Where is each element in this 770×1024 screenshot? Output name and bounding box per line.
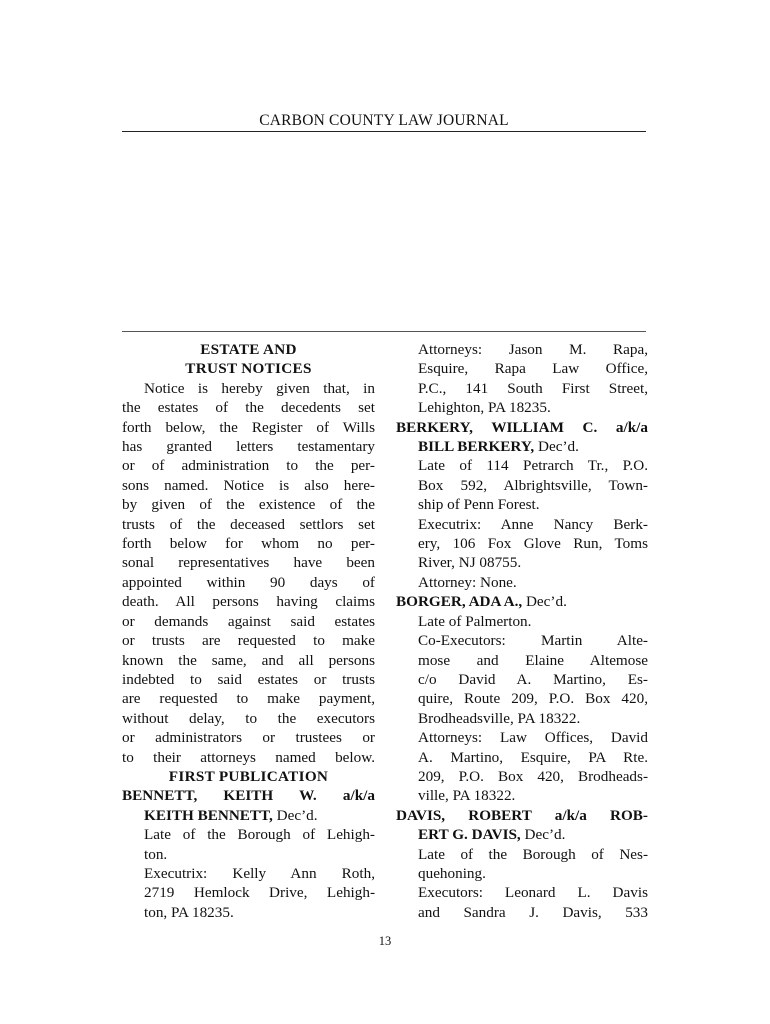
entry-line: Executrix: Kelly Ann Roth, [144, 864, 375, 882]
decd-label: Dec’d. [520, 826, 566, 844]
entry-line: Attorneys: Law Offices, David [418, 729, 648, 747]
estate-entry-davis [396, 806, 648, 922]
estate-entry-berkery [396, 418, 648, 593]
section-heading-line1: ESTATE AND [200, 341, 297, 358]
notice-line: or demands against said estates [122, 612, 375, 630]
publication-heading: FIRST PUBLICATION [168, 767, 329, 785]
notice-line: has granted letters testamentary [122, 438, 375, 456]
entry-line: ton, PA 18235. [144, 903, 234, 921]
entry-line: Attorneys: Jason M. Rapa, [418, 341, 648, 358]
entry-line: Brodheadsville, PA 18322. [418, 709, 581, 727]
entry-line: ton. [144, 845, 168, 863]
entry-line: and Sandra J. Davis, 533 [418, 903, 648, 921]
entry-line: Box 592, Albrightsville, Town- [418, 476, 648, 494]
estate-name-cont [396, 825, 648, 844]
right-column [396, 340, 648, 922]
page-number: 13 [378, 934, 392, 948]
decedent-alias: ERT G. DAVIS, [418, 826, 521, 844]
entry-line: Late of the Borough of Lehigh- [144, 826, 375, 844]
entry-line: Executrix: Anne Nancy Berk- [418, 515, 648, 533]
notice-line: or trusts are requested to make [122, 632, 375, 650]
entry-line: quire, Route 209, P.O. Box 420, [418, 690, 648, 708]
entry-line: A. Martino, Esquire, PA Rte. [418, 748, 648, 766]
decd-label: Dec’d. [272, 806, 318, 824]
entry-line: River, NJ 08755. [418, 554, 522, 572]
entry-line: P.C., 141 South First Street, [418, 379, 648, 397]
entry-line: Esquire, Rapa Law Office, [418, 360, 648, 378]
bennett-attorneys [396, 340, 648, 418]
entry-line: mose and Elaine Altemose [418, 651, 648, 669]
entry-line: Executors: Leonard L. Davis [418, 884, 648, 902]
left-column [122, 340, 375, 922]
decedent-name: BERKERY, WILLIAM C. a/k/a [396, 418, 648, 436]
entry-line: quehoning. [418, 864, 486, 882]
section-rule [122, 331, 646, 332]
decedent-alias: KEITH BENNETT, [144, 806, 273, 824]
entry-line: Late of Palmerton. [418, 612, 532, 630]
section-heading-line2: TRUST NOTICES [185, 360, 312, 378]
decedent-name: BORGER, ADA A., [396, 593, 523, 611]
decedent-alias: BILL BERKERY, [418, 438, 535, 456]
estate-entry-bennett [122, 786, 375, 922]
journal-header: CARBON COUNTY LAW JOURNAL [259, 112, 509, 129]
estate-name [396, 806, 648, 825]
notice-paragraph [122, 379, 375, 767]
estate-name [396, 592, 648, 611]
entry-line: ery, 106 Fox Glove Run, Toms [418, 535, 648, 553]
notice-line: forth below, the Register of Wills [122, 418, 375, 436]
notice-line: sonal representatives have been [122, 554, 375, 572]
estate-name [122, 786, 375, 805]
entry-line: Late of 114 Petrarch Tr., P.O. [418, 457, 648, 475]
estate-name-cont [396, 437, 648, 456]
notice-line: by given of the existence of the [122, 496, 375, 514]
notice-line: without delay, to the executors [122, 709, 375, 727]
entry-line: Attorney: None. [418, 573, 517, 591]
estate-name-cont [122, 806, 375, 825]
estate-name [396, 418, 648, 437]
entry-line: ship of Penn Forest. [418, 496, 540, 514]
estate-entry-borger [396, 592, 648, 805]
notice-line: known the same, and all persons [122, 651, 375, 669]
notice-line: appointed within 90 days of [122, 573, 375, 591]
notice-line: forth below for whom no per- [122, 535, 375, 553]
entry-line: 2719 Hemlock Drive, Lehigh- [144, 884, 375, 902]
entry-line: Late of the Borough of Nes- [418, 845, 648, 863]
notice-line: are requested to make payment, [122, 690, 375, 708]
decd-label: Dec’d. [534, 438, 579, 456]
notice-line: indebted to said estates or trusts [122, 670, 375, 688]
entry-line: 209, P.O. Box 420, Brodheads- [418, 767, 648, 785]
notice-line: the estates of the decedents set [122, 399, 375, 417]
notice-line: or of administration to the per- [122, 457, 375, 475]
notice-line: Notice is hereby given that, in [144, 379, 375, 397]
header-rule [122, 131, 646, 132]
entry-line: c/o David A. Martino, Es- [418, 670, 648, 688]
entry-line: Co-Executors: Martin Alte- [418, 632, 648, 650]
decd-label: Dec’d. [522, 593, 567, 611]
entry-line: Lehighton, PA 18235. [418, 399, 551, 417]
notice-line: sons named. Notice is also here- [122, 476, 375, 494]
entry-line: ville, PA 18322. [418, 787, 516, 805]
decedent-name: BENNETT, KEITH W. a/k/a [122, 787, 375, 805]
notice-line: death. All persons having claims [122, 593, 375, 611]
notice-line: to their attorneys named below. [122, 748, 375, 766]
notice-line: trusts of the deceased settlors set [122, 515, 375, 533]
notice-line: or administrators or trustees or [122, 729, 375, 747]
decedent-name: DAVIS, ROBERT a/k/a ROB- [396, 806, 648, 824]
